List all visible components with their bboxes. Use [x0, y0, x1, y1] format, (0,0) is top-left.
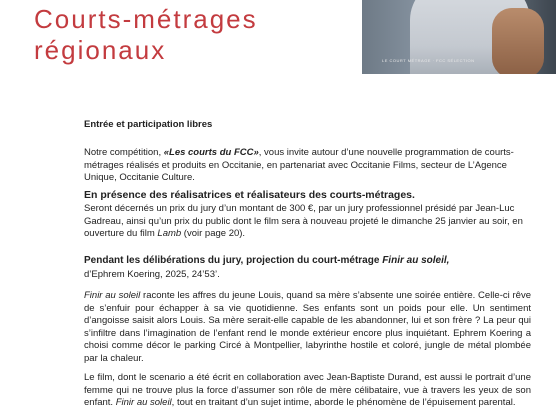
film-still-image	[362, 0, 556, 74]
arm-figure	[492, 8, 544, 74]
section-heading-presence: En présence des réalisatrices et réalisateurs des courts-métrages.	[84, 189, 415, 201]
portrait-paragraph	[84, 372, 531, 410]
deliberations-text: Pendant les délibérations du jury, projection du court-métrage	[84, 255, 383, 266]
portrait-text-after: , tout en traitant d’un sujet intime, aborde le phénomène de l’épuisement parental.	[171, 397, 516, 408]
portrait-text-before: Le film, dont le scenario a été écrit en collaboration avec Jean-Baptiste Durand, est aussi le portrait d’une femme qui ne trouve plus la force d’assumer son rôle de mère célibataire, vue à travers les yeux de son enfant.	[84, 372, 531, 408]
page-title	[34, 4, 334, 66]
film-title-finir-2: Finir au soleil	[115, 397, 172, 408]
title-line-2: régionaux	[34, 35, 167, 65]
film-title-finir: Finir au soleil	[84, 290, 141, 301]
film-credit-line: d’Ephrem Koering, 2025, 24’53’.	[84, 269, 220, 280]
prize-text-after: (voir page 20).	[181, 228, 246, 239]
competition-name: «Les courts du FCC»	[163, 147, 259, 158]
film-title-finir-heading: Finir au soleil,	[382, 255, 450, 266]
intro-text-after: , vous invite autour d’une nouvelle programmation de courts- métrages réalisés et produits en Occitanie, en partenariat avec Occitanie Films, secteur de L’Agence Unique, Occitanie Culture.	[84, 147, 514, 183]
synopsis-text: raconte les affres du jeune Louis, quand sa mère s’absente une soirée entière. Celle-ci rêve de s’enfuir pour échapper à sa vie quotidienne. Ses enfants sont un poids pour elle. Un sentiment d’angoisse saisit alors Louis. Sa mère serait-elle capable de les abandonner, lui et son frère ? La peur qui s’infiltre dans l’imagination de l’enfant rend le monde extérieur encore plus inquiétant. Ephrem Koering a choisi comme décor le parking Circé à Montpellier, labyrinthe hostile et coloré, jungle de métal plombée par la chaleur.	[84, 290, 531, 364]
film-title-lamb: Lamb	[157, 228, 182, 239]
section-heading-deliberations	[84, 255, 531, 268]
intro-paragraph	[84, 147, 531, 185]
intro-text-before: Notre compétition,	[84, 147, 164, 158]
photo-credits: LE COURT MÉTRAGE · FCC SÉLECTION	[382, 58, 475, 63]
title-line-1: Courts-métrages	[34, 4, 258, 34]
prize-text-before: Seront décernés un prix du jury d’un montant de 300 €, par un jury professionnel présidé par Jean-Luc Gadreau, ainsi qu’un prix du public dont le film sera à nouveau projeté le dimanche 25 janvier au soir, en ouverture du film	[84, 203, 523, 239]
prize-paragraph	[84, 203, 531, 241]
entry-note: Entrée et participation libres	[84, 119, 213, 130]
synopsis-paragraph	[84, 290, 531, 365]
